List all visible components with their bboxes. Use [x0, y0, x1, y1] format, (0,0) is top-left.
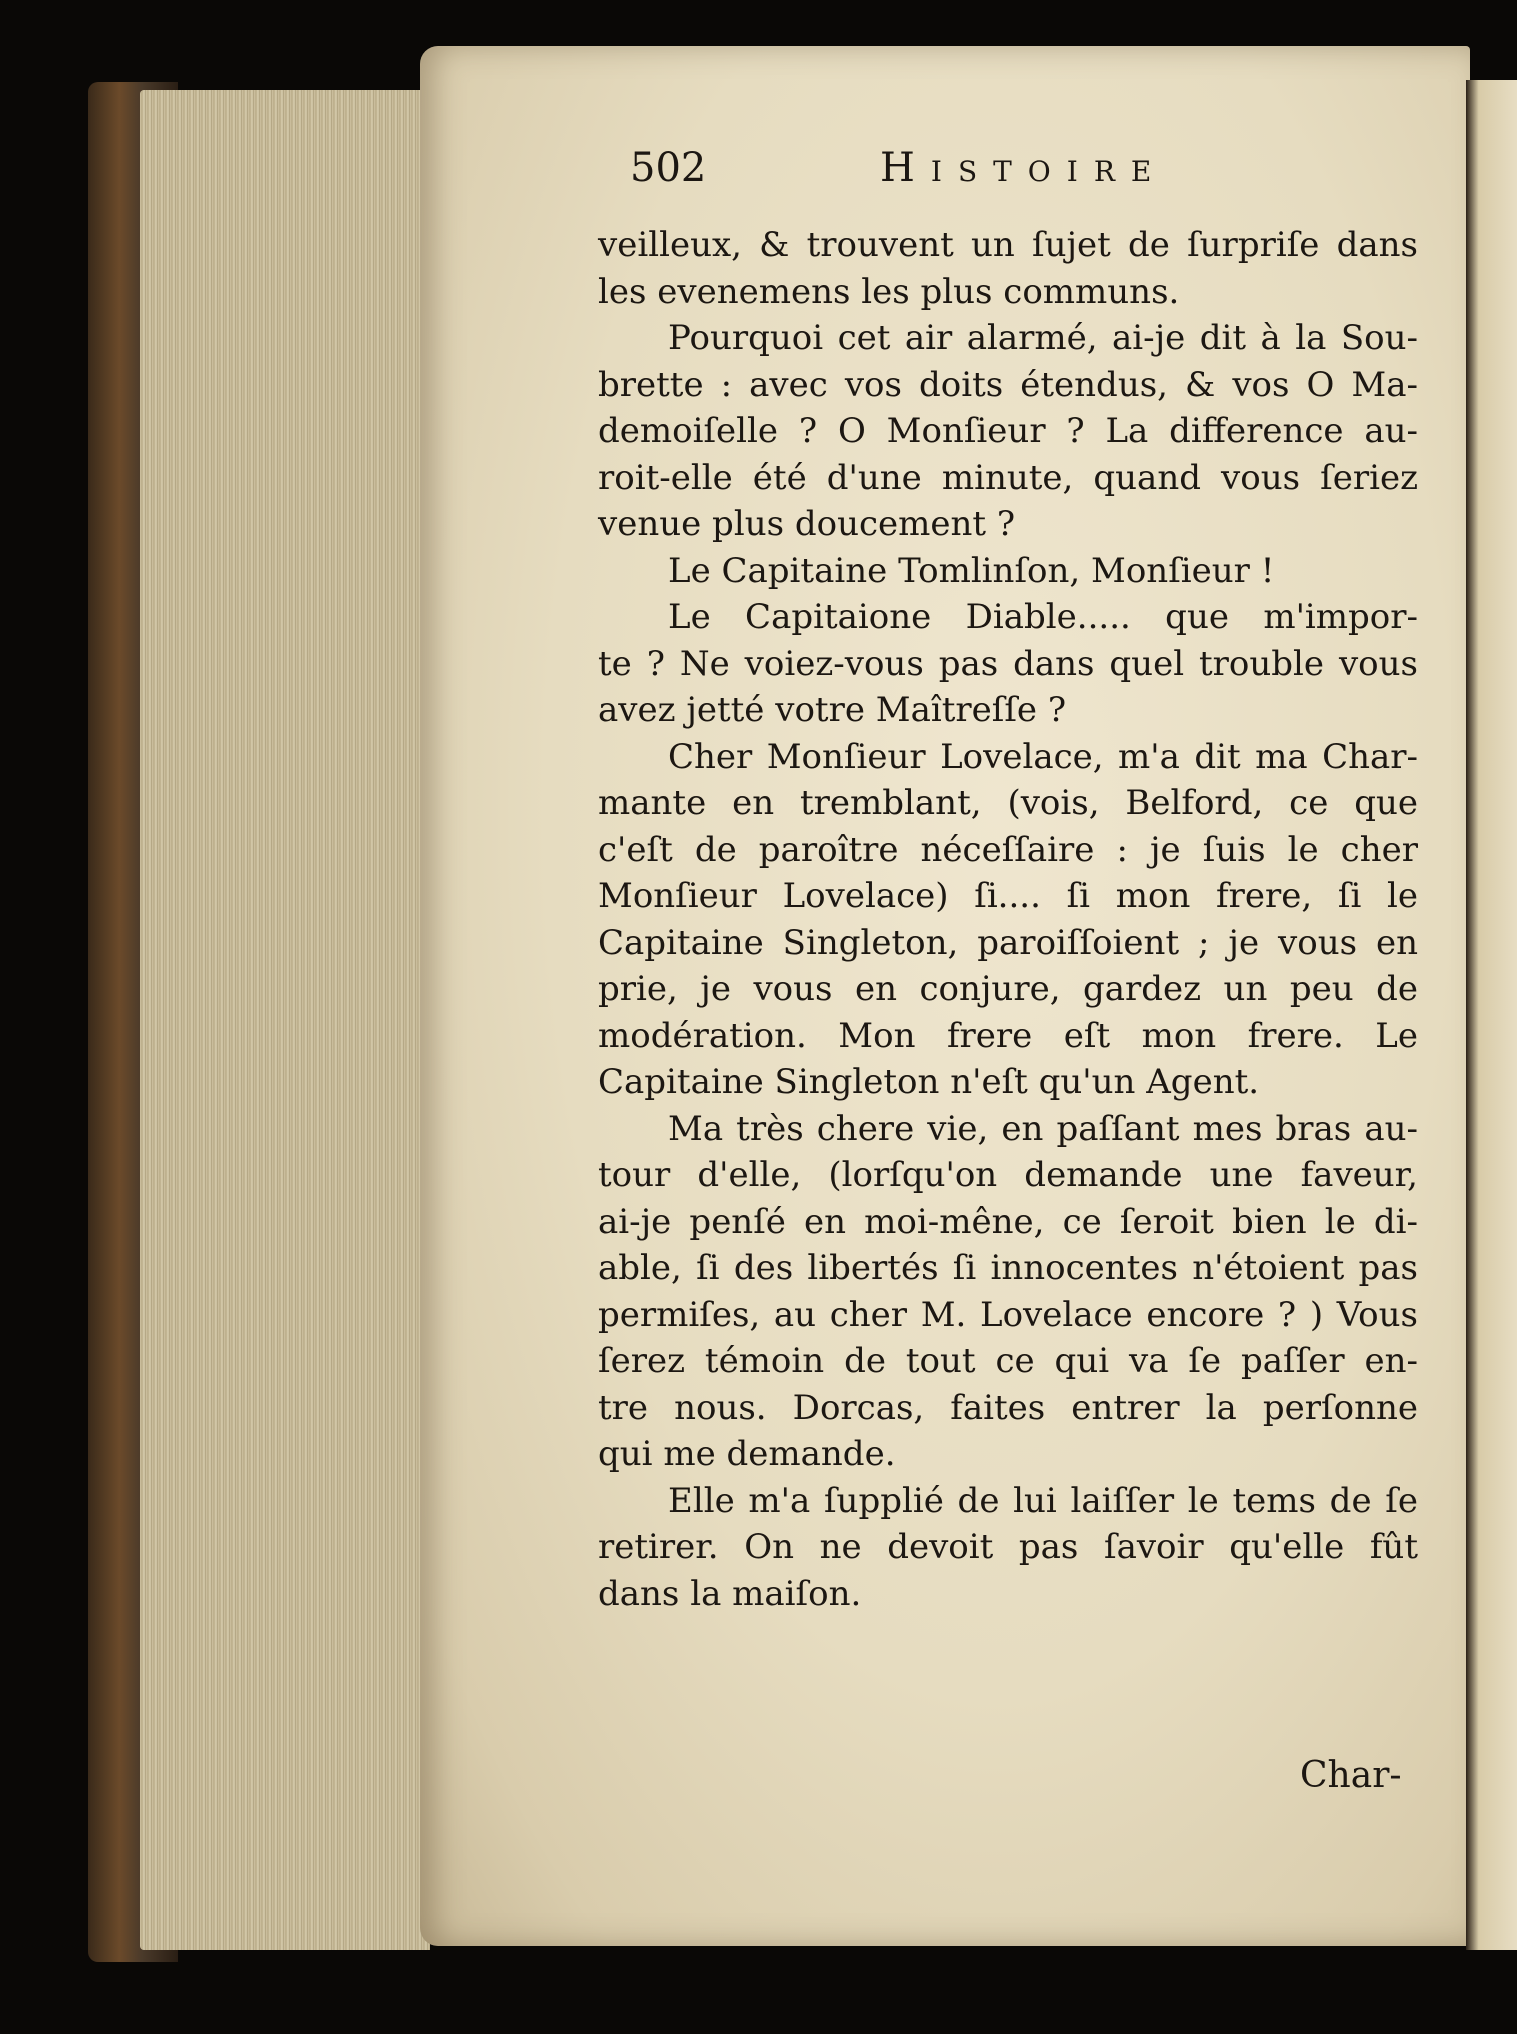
text-line: dans la maiſon.	[598, 1573, 862, 1614]
paragraph	[598, 315, 1418, 548]
text-line: mante en tremblant, (vois, Belford, ce que	[598, 783, 1418, 823]
page-edges	[140, 90, 430, 1950]
paragraph	[598, 222, 1418, 315]
text-line: Capitaine Singleton n'eſt qu'un Agent.	[598, 1062, 1260, 1102]
paragraph	[598, 548, 1418, 595]
text-line: able, ſi des libertés ſi innocentes n'étoient pas	[598, 1248, 1418, 1288]
paragraph	[598, 1106, 1418, 1478]
text-line: prie, je vous en conjure, gardez un peu de	[598, 969, 1418, 1009]
text-line: roit-elle été d'une minute, quand vous ſeriez	[598, 457, 1418, 498]
text-line: modération. Mon frere eſt mon frere. Le	[598, 1015, 1418, 1056]
text-line: les evenemens les plus communs.	[598, 271, 1180, 312]
text-line: qui me demande.	[598, 1434, 896, 1474]
paragraph	[598, 734, 1418, 1106]
paragraph	[598, 594, 1418, 734]
text-line: Monſieur Lovelace) ſi.... ſi mon frere, ſi le	[598, 876, 1418, 916]
text-line: permiſes, au cher M. Lovelace encore ? ) Vous	[598, 1294, 1418, 1335]
text-line: tre nous. Dorcas, faites entrer la perſonne	[598, 1387, 1418, 1428]
text-line: ſerez témoin de tout ce qui va ſe paſſer en-	[598, 1341, 1418, 1381]
text-line: tour d'elle, (lorſqu'on demande une faveur,	[598, 1155, 1418, 1195]
page-number: 502	[630, 145, 707, 191]
paragraph	[598, 1478, 1418, 1618]
text-line: ai-je penſé en moi-mêne, ce ſeroit bien le di-	[598, 1201, 1418, 1242]
text-line: venue plus doucement ?	[598, 504, 1016, 544]
text-line: Pourquoi cet air alarmé, ai-je dit à la Sou-	[668, 318, 1418, 358]
running-head	[630, 145, 1190, 195]
text-line: brette : avec vos doits étendus, & vos O Ma-	[598, 364, 1418, 405]
text-line: demoiſelle ? O Monſieur ? La difference au-	[598, 411, 1418, 451]
text-line: te ? Ne voiez-vous pas dans quel trouble vous	[598, 643, 1418, 684]
text-line: veilleux, & trouvent un ſujet de ſurpriſe dans	[598, 225, 1418, 265]
text-line: Elle m'a ſupplié de lui laiſſer le tems de ſe	[668, 1480, 1418, 1521]
text-line: Le Capitaione Diable..... que m'impor-	[668, 597, 1418, 637]
text-line: Le Capitaine Tomlinſon, Monſieur !	[668, 550, 1275, 591]
body-text	[598, 222, 1418, 1617]
running-title: Histoire	[880, 145, 1168, 191]
text-line: Cher Monſieur Lovelace, m'a dit ma Char-	[668, 736, 1418, 777]
text-line: retirer. On ne devoit pas ſavoir qu'elle fût	[598, 1527, 1418, 1567]
text-line: Capitaine Singleton, paroiſſoient ; je vous en	[598, 922, 1418, 963]
text-line: c'eſt de paroître néceſſaire : je ſuis le cher	[598, 829, 1418, 870]
catchword: Char-	[1300, 1755, 1402, 1796]
facing-page-edge	[1466, 80, 1517, 1950]
text-line: Ma très chere vie, en paſſant mes bras au-	[668, 1108, 1418, 1149]
text-line: avez jetté votre Maîtreſſe ?	[598, 690, 1067, 730]
